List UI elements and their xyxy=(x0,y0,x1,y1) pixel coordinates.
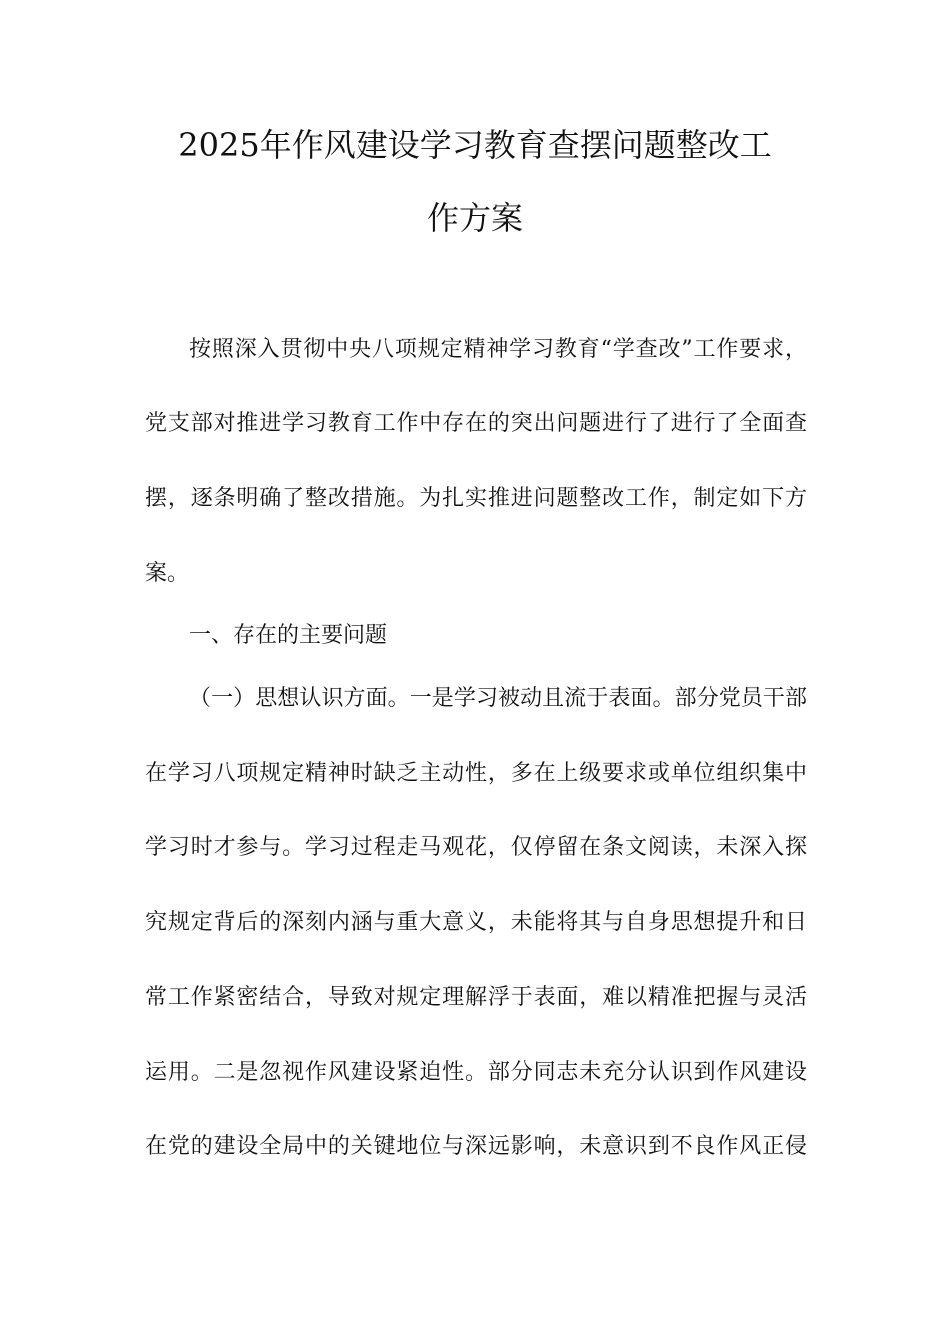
text-line: 案。 xyxy=(145,561,190,586)
text-line: 究规定背后的深刻内涵与重大意义，未能将其与自身思想提升和日 xyxy=(145,910,807,935)
text-line: 按照深入贯彻中央八项规定精神学习教育“学查改”工作要求， xyxy=(189,337,807,362)
text-line: 在学习八项规定精神时缺乏主动性，多在上级要求或单位组织集中 xyxy=(145,761,807,786)
text-line: 摆，逐条明确了整改措施。为扎实推进问题整改工作，制定如下方 xyxy=(145,486,807,511)
text-line: （一）思想认识方面。一是学习被动且流于表面。部分党员干部 xyxy=(189,686,807,711)
text-line: 学习时才参与。学习过程走马观花，仅停留在条文阅读，未深入探 xyxy=(145,835,807,860)
section-heading: 一、存在的主要问题 xyxy=(189,623,388,648)
document-title-line-2: 作方案 xyxy=(426,199,523,237)
document-title-line-1: 2025年作风建设学习教育查摆问题整改工 xyxy=(178,126,772,164)
text-line: 运用。二是忽视作风建设紧迫性。部分同志未充分认识到作风建设 xyxy=(145,1060,807,1085)
text-line: 党支部对推进学习教育工作中存在的突出问题进行了进行了全面查 xyxy=(145,411,807,436)
text-line: 常工作紧密结合，导致对规定理解浮于表面，难以精准把握与灵活 xyxy=(145,985,807,1010)
text-line: 在党的建设全局中的关键地位与深远影响，未意识到不良作风正侵 xyxy=(145,1134,807,1159)
